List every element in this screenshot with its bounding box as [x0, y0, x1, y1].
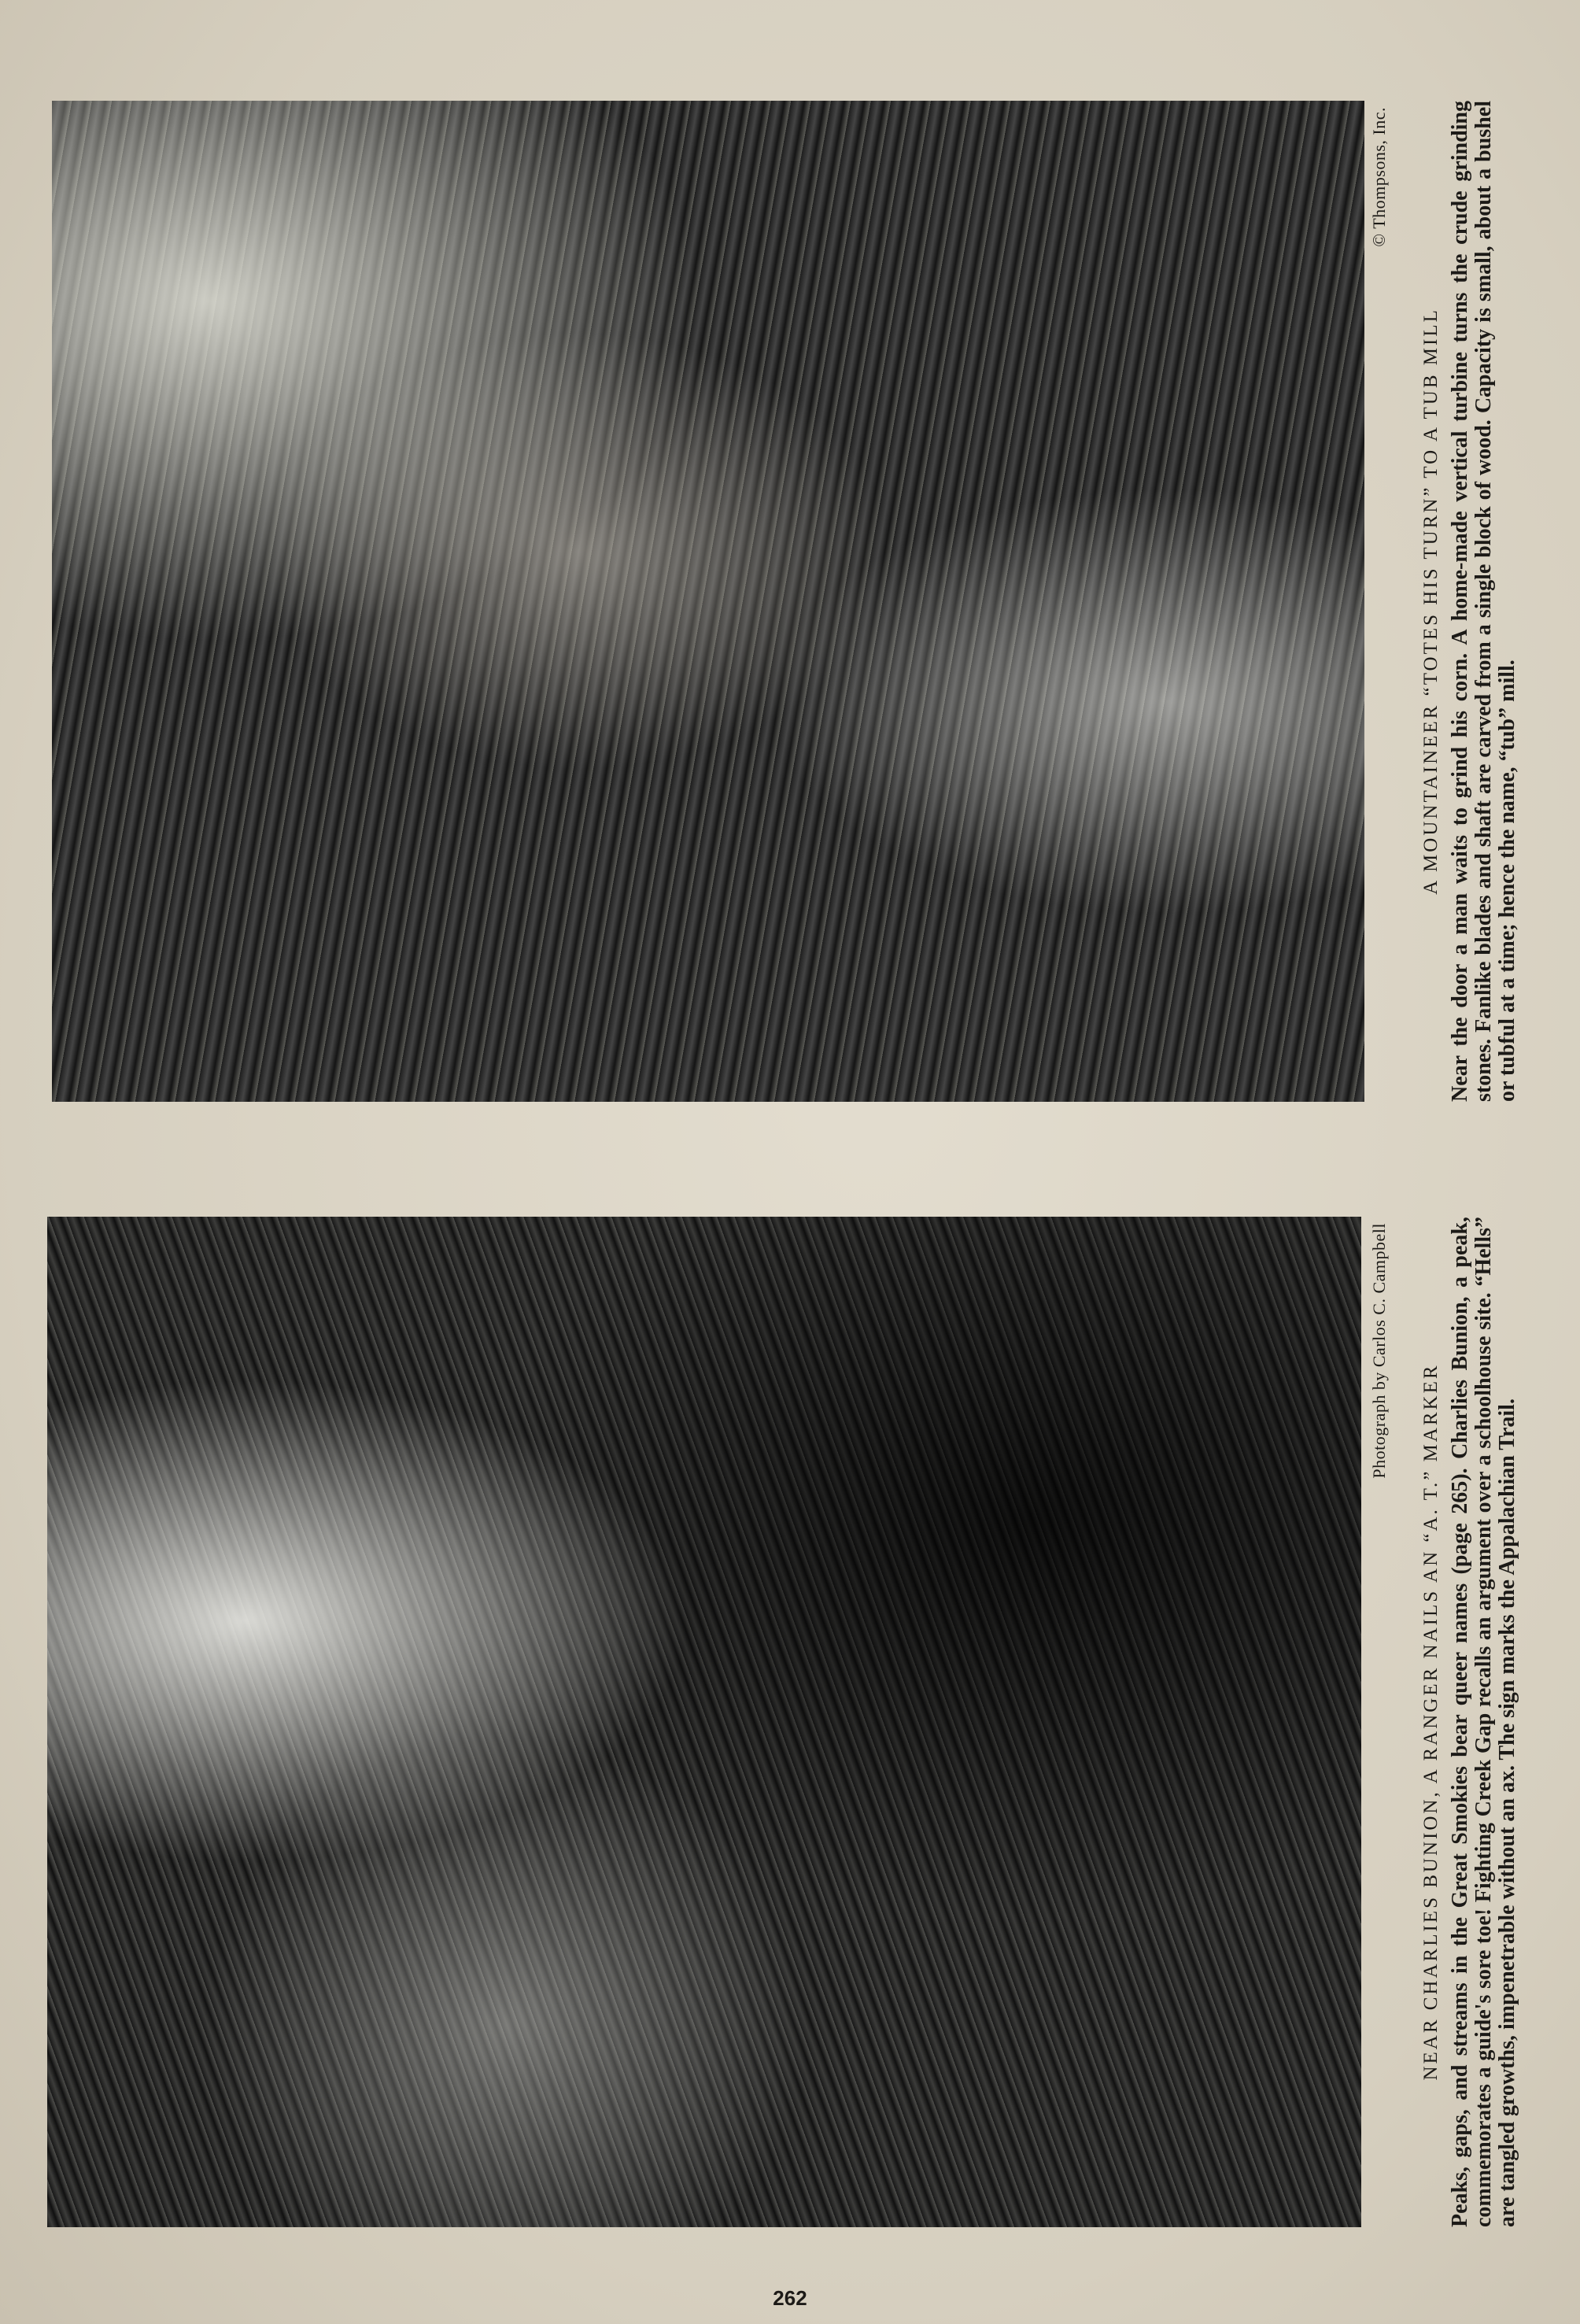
bottom-caption-block: [1412, 1217, 1519, 2227]
top-credit-block: [1369, 101, 1390, 1102]
bottom-credit-block: [1369, 1217, 1390, 2227]
ranger-marker-photograph: [47, 1217, 1361, 2227]
bottom-caption-title: NEAR CHARLIES BUNION, A RANGER NAILS AN “A. T.” MARKER: [1420, 1363, 1442, 2081]
top-caption-title: A MOUNTAINEER “TOTES HIS TURN” TO A TUB MILL: [1420, 308, 1442, 895]
bottom-caption-text: Peaks, gaps, and streams in the Great Smokies bear queer names (page 265). Charlies Bunion, a peak, commemorates a guide's sore toe! Fighting Creek Gap recalls an argument over a schoolhouse site. “Hells” are tangled growths, impenetrable without an ax. The sign marks the Appalachian Trail.: [1448, 1217, 1519, 2227]
tub-mill-photograph: [52, 101, 1364, 1102]
top-caption-block: [1412, 101, 1519, 1102]
page-number: 262: [773, 2286, 807, 2310]
top-photo-credit: © Thompsons, Inc.: [1369, 107, 1389, 247]
bottom-photo-credit: Photograph by Carlos C. Campbell: [1369, 1223, 1389, 1479]
top-caption-text: Near the door a man waits to grind his corn. A home-made vertical turbine turns the crude grinding stones. Fanlike blades and shaft are carved from a single block of wood. Capacity is small, about a bushel or tubful at a time; hence the name, “tub” mill.: [1448, 101, 1519, 1102]
